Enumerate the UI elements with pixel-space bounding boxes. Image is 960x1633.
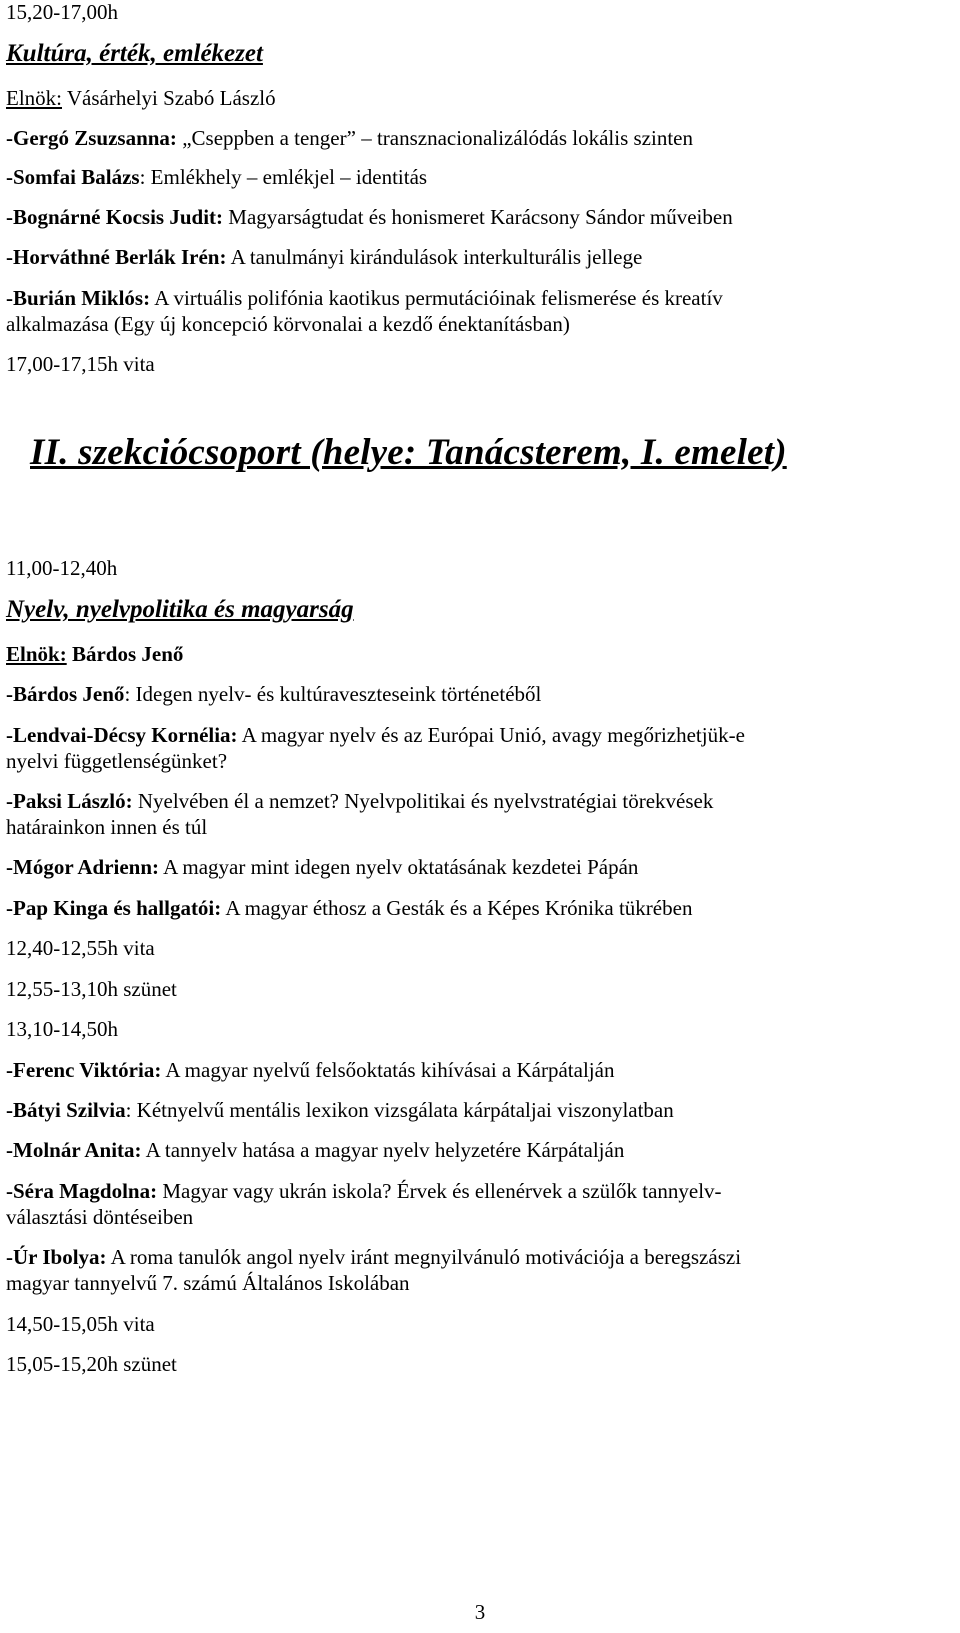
talk-title-continuation: magyar tannyelvű 7. számú Általános Iskolában: [6, 1271, 410, 1295]
talk-title: „Cseppben a tenger” – transznacionalizálódás lokális szinten: [182, 126, 693, 150]
talk-title: A roma tanulók angol nyelv iránt megnyilvánuló motivációja a beregszászi: [110, 1245, 742, 1269]
talk-title: : Emlékhely – emlékjel – identitás: [139, 165, 428, 189]
talk-entry: [6, 205, 954, 229]
talk-title-continuation: határainkon innen és túl: [6, 815, 208, 839]
chair-label: Elnök:: [6, 86, 62, 110]
discussion-slot: 12,40-12,55h vita: [6, 936, 155, 960]
talk-speaker: -Séra Magdolna:: [6, 1179, 158, 1203]
talk-speaker: -Mógor Adrienn:: [6, 855, 160, 879]
discussion-slot: 17,00-17,15h vita: [6, 352, 155, 376]
talk-title-continuation: alkalmazása (Egy új koncepció körvonalai a kezdő énektanításban): [6, 312, 570, 336]
talk-entry: [6, 245, 954, 269]
talk-entry: [6, 165, 954, 189]
talk-entry: [6, 1138, 954, 1162]
session-chair: [6, 642, 954, 666]
talk-speaker: -Úr Ibolya:: [6, 1245, 107, 1269]
discussion-slot: 14,50-15,05h vita: [6, 1312, 155, 1336]
talk-title: : Idegen nyelv- és kultúraveszteseink történetéből: [124, 682, 542, 706]
talk-entry: [6, 682, 954, 706]
session-title: Kultúra, érték, emlékezet: [6, 40, 263, 67]
talk-title-continuation: választási döntéseiben: [6, 1205, 194, 1229]
talk-title: A tannyelv hatása a magyar nyelv helyzetére Kárpátalján: [145, 1138, 625, 1162]
talk-speaker: -Paksi László:: [6, 789, 133, 813]
talk-entry: [6, 896, 954, 920]
chair-name: Bárdos Jenő: [71, 642, 184, 666]
talk-speaker: -Ferenc Viktória:: [6, 1058, 162, 1082]
session-time: 11,00-12,40h: [6, 556, 118, 580]
talk-title: : Kétnyelvű mentális lexikon vizsgálata kárpátaljai viszonylatban: [125, 1098, 674, 1122]
talk-title-continuation: nyelvi függetlenségünket?: [6, 749, 228, 773]
chair-name: Vásárhelyi Szabó László: [66, 86, 276, 110]
talk-title: A magyar éthosz a Gesták és a Képes Krónika tükrében: [225, 896, 693, 920]
talk-entry: [6, 789, 954, 813]
break-slot: 15,05-15,20h szünet: [6, 1352, 177, 1376]
talk-title: Magyar vagy ukrán iskola? Érvek és ellenérvek a szülők tannyelv-: [162, 1179, 722, 1203]
talk-title: A virtuális polifónia kaotikus permutációinak felismerése és kreatív: [154, 286, 723, 310]
session-title: Nyelv, nyelvpolitika és magyarság: [6, 596, 354, 623]
talk-speaker: -Gergó Zsuzsanna:: [6, 126, 177, 150]
section-heading: II. szekciócsoport (helye: Tanácsterem, I. emelet): [30, 432, 787, 473]
talk-title: A tanulmányi kirándulások interkulturális jellege: [230, 245, 643, 269]
talk-speaker: -Horváthné Berlák Irén:: [6, 245, 227, 269]
talk-speaker: -Lendvai-Décsy Kornélia:: [6, 723, 238, 747]
talk-speaker: -Pap Kinga és hallgatói:: [6, 896, 222, 920]
talk-title: Nyelvében él a nemzet? Nyelvpolitikai és nyelvstratégiai törekvések: [137, 789, 714, 813]
talk-title: A magyar nyelvű felsőoktatás kihívásai a Kárpátalján: [165, 1058, 615, 1082]
talk-entry: [6, 1058, 954, 1082]
session-time: 15,20-17,00h: [6, 0, 118, 24]
talk-title: A magyar mint idegen nyelv oktatásának kezdetei Pápán: [163, 855, 639, 879]
talk-entry: [6, 1098, 954, 1122]
talk-entry: [6, 723, 954, 747]
talk-title: Magyarságtudat és honismeret Karácsony Sándor műveiben: [228, 205, 733, 229]
talk-speaker: -Bátyi Szilvia: [6, 1098, 126, 1122]
chair-label: Elnök:: [6, 642, 67, 666]
break-slot: 12,55-13,10h szünet: [6, 977, 177, 1001]
session-chair: [6, 86, 954, 110]
talk-speaker: -Bognárné Kocsis Judit:: [6, 205, 224, 229]
page-number: 3: [474, 1600, 486, 1624]
talk-speaker: -Bárdos Jenő: [6, 682, 125, 706]
session-time: 13,10-14,50h: [6, 1017, 118, 1041]
talk-entry: [6, 1179, 954, 1203]
talk-speaker: -Burián Miklós:: [6, 286, 151, 310]
talk-entry: [6, 855, 954, 879]
talk-speaker: -Molnár Anita:: [6, 1138, 142, 1162]
talk-entry: [6, 126, 954, 150]
talk-title: A magyar nyelv és az Európai Unió, avagy megőrizhetjük-e: [241, 723, 745, 747]
talk-entry: [6, 1245, 954, 1269]
talk-speaker: -Somfai Balázs: [6, 165, 140, 189]
talk-entry: [6, 286, 954, 310]
